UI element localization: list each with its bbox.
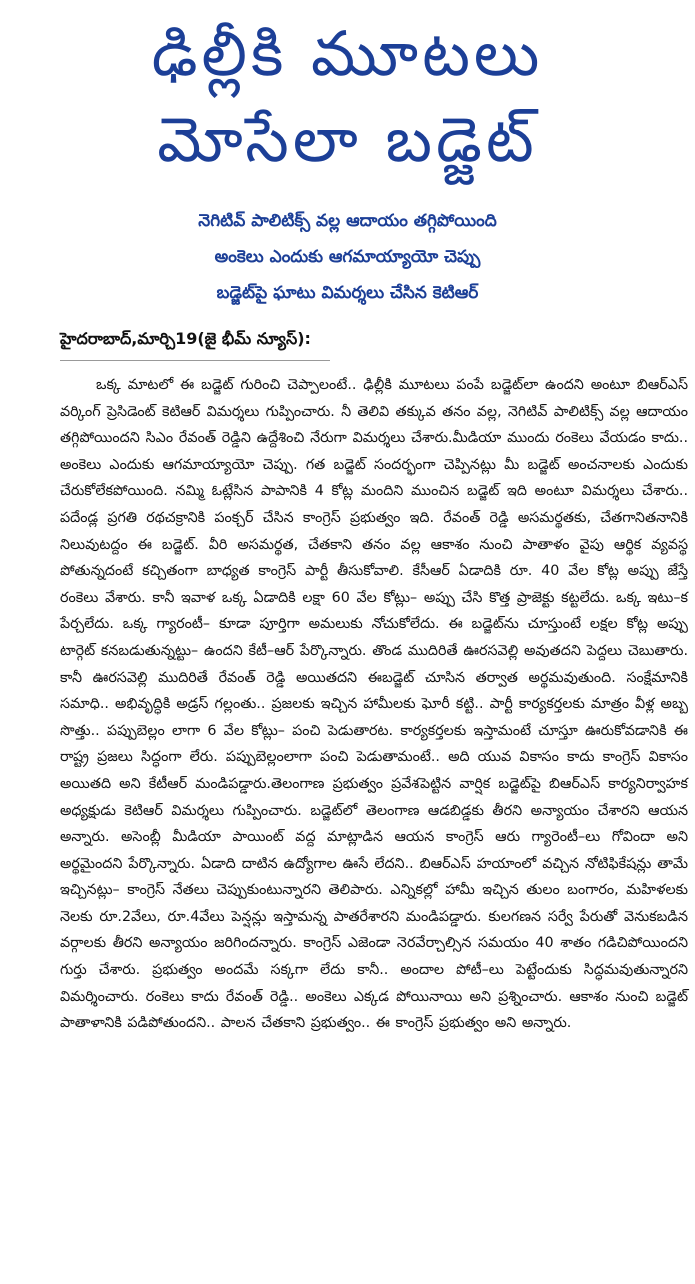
dateline-divider: [60, 360, 330, 361]
subheadline-2: అంకెలు ఎందుకు ఆగమాయ్యాయో చెప్పు: [214, 247, 481, 267]
headline-line-1: ఢిల్లీకి మూటలు: [151, 17, 544, 90]
subheadline-3: బడ్జెట్‌పై ఘాటు విమర్శలు చేసిన కెటిఆర్: [216, 283, 479, 303]
headline-line-2: మోసేలా బడ్జెట్: [157, 103, 538, 176]
dateline: హైదరాబాద్,మార్చి19(జై భీమ్ న్యూస్):: [60, 329, 311, 348]
subheadline-block: [0, 203, 695, 311]
article-body: ఒక్క మాటలో ఈ బడ్జెట్ గురించి చెప్పాలంటే.. ఢిల్లీకి మూటలు పంపే బడ్జెట్‌లా ఉందని అంటూ బిఆర్ఎస్ వర్కింగ్ ప్రెసిడెంట్ కెటిఆర్ విమర్శలు గుప్పించారు. నీ తెలివి తక్కువ తనం వల్ల, నెగిటివ్ పాలిటిక్స్ వల్ల ఆదాయం తగ్గిపోయిందని సిఎం రేవంత్ రెడ్డిని ఉద్దేశించి నేరుగా విమర్శలు చేశారు.మీడియా ముందు రంకెలు వేయడం కాదు.. అంకెలు ఎందుకు ఆగమాయ్యాయో చెప్పు. గత బడ్జెట్ సందర్భంగా చెప్పినట్లు మీ బడ్జెట్ అంచనాలకు ఎందుకు చేరుకోలేకపోయింది. నమ్మి ఓట్లేసిన పాపానికి 4 కోట్ల మందిని ముంచిన బడ్జెట్ ఇది అంటూ విమర్శలు చేశారు.. పదేండ్ల ప్రగతి రథచక్రానికి పంక్చర్ చేసిన కాంగ్రెస్ ప్రభుత్వం ఇది. రేవంత్ రెడ్డి అసమర్థతకు, చేతగానితనానికి నిలువుటద్దం ఈ బడ్జెట్. వీరి అసమర్థత, చేతకాని తనం వల్ల ఆకాశం నుంచి పాతాళం వైపు ఆర్థిక వ్యవస్థ పోతున్నదంటే కచ్చితంగా బాధ్యత కాంగ్రెస్ పార్టీ తీసుకోవాలి. కేసీఆర్ ఏడాదికి రూ. 40 వేల కోట్ల అప్పు జేస్తే రంకెలు వేశారు. కానీ ఇవాళ ఒక్క ఏడాదికి లక్షా 60 వేల కోట్లు– అప్పు చేసి కొత్త ప్రాజెక్టు కట్టలేదు. ఒక్క ఇటు–క పేర్చలేదు. ఒక్క గ్యారంటీ– కూడా పూర్తిగా అమలుకు నోచుకోలేదు. ఈ బడ్జెట్‌ను చూస్తుంటే లక్షల కోట్ల అప్పు టార్గెట్ కనబడుతున్నట్టు– ఉందని కేటీ–ఆర్ పేర్కొన్నారు. తొండ ముదిరితే ఊరసవెల్లి అవుతదని పెద్దలు చెబుతారు. కానీ ఊరసవెల్లి ముదిరితే రేవంత్ రెడ్డి అయితదని ఈబడ్జెట్ చూసిన తర్వాత అర్థమవుతుంది. సంక్షేమానికి సమాధి.. అభివృద్ధికి అడ్రస్ గల్లంతు.. ప్రజలకు ఇచ్చిన హామీలకు ఘోరీ కట్టి.. పార్టీ కార్యకర్తలకు మాత్రం వీళ్ల అబ్బ సొత్తు.. పప్పుబెల్లం లాగా 6 వేల కోట్లు– పంచి పెడుతారట. కార్యకర్తలకు ఇస్తామంటే చూస్తూ ఊరుకోవడానికి ఈ రాష్ట్ర ప్రజలు సిద్ధంగా లేరు. పప్పుబెల్లంలాగా పంచి పెడుతామంటే.. అది యువ వికాసం కాదు కాంగ్రెస్ వికాసం అయితది అని కేటీఆర్ మండిపడ్డారు.తెలంగాణ ప్రభుత్వం ప్రవేశపెట్టిన వార్షిక బడ్జెట్‌పై బిఆర్ఎస్ కార్యనిర్వాహక అధ్యక్షుడు కెటిఆర్ విమర్శలు గుప్పించారు. బడ్జెట్‌లో తెలంగాణ ఆడబిడ్డకు తీరని అన్యాయం చేశారని ఆయన అన్నారు. అసెంబ్లీ మీడియా పాయింట్ వద్ద మాట్లాడిన ఆయన కాంగ్రెస్ ఆరు గ్యారెంటీ–లు గోవిందా అని అర్థమైందని పేర్కొన్నారు. ఏడాది దాటిన ఉద్యోగాల ఊసే లేదని.. బిఆర్ఎస్ హయాంలో వచ్చిన నోటిఫికేషన్లు తామే ఇచ్చినట్లు– కాంగ్రెస్ నేతలు చెప్పుకుంటున్నారని తెలిపారు. ఎన్నికల్లో హామీ ఇచ్చిన తులం బంగారం, మహిళలకు నెలకు రూ.2వేలు, రూ.4వేలు పెన్షన్లు ఇస్తామన్న పాతరేశారని మండిపడ్డారు. కులగణన సర్వే పేరుతో వెనుకబడిన వర్గాలకు తీరని అన్యాయం జరిగిందన్నారు. కాంగ్రెస్ ఎజెండా నెరవేర్చాల్సిన సమయం 40 శాతం గడిచిపోయిందని గుర్తు చేశారు. ప్రభుత్వం అందమే సక్కగా లేదు కానీ.. అందాల పోటీ–లు పెట్టేందుకు సిద్ధమవుతున్నారని విమర్శించారు. రంకెలు కాదు రేవంత్ రెడ్డి.. అంకెలు ఎక్కడ పోయినాయి అని ప్రశ్నించారు. ఆకాశం నుంచి బడ్జెట్ పాతాళానికి పడిపోతుందని.. పాలన చేతకాని ప్రభుత్వం.. ఈ కాంగ్రెస్ ప్రభుత్వం అని అన్నారు.: [60, 377, 689, 1032]
subheadline-1: నెగిటివ్ పాలిటిక్స్ వల్ల ఆదాయం తగ్గిపోయింది: [198, 211, 497, 231]
